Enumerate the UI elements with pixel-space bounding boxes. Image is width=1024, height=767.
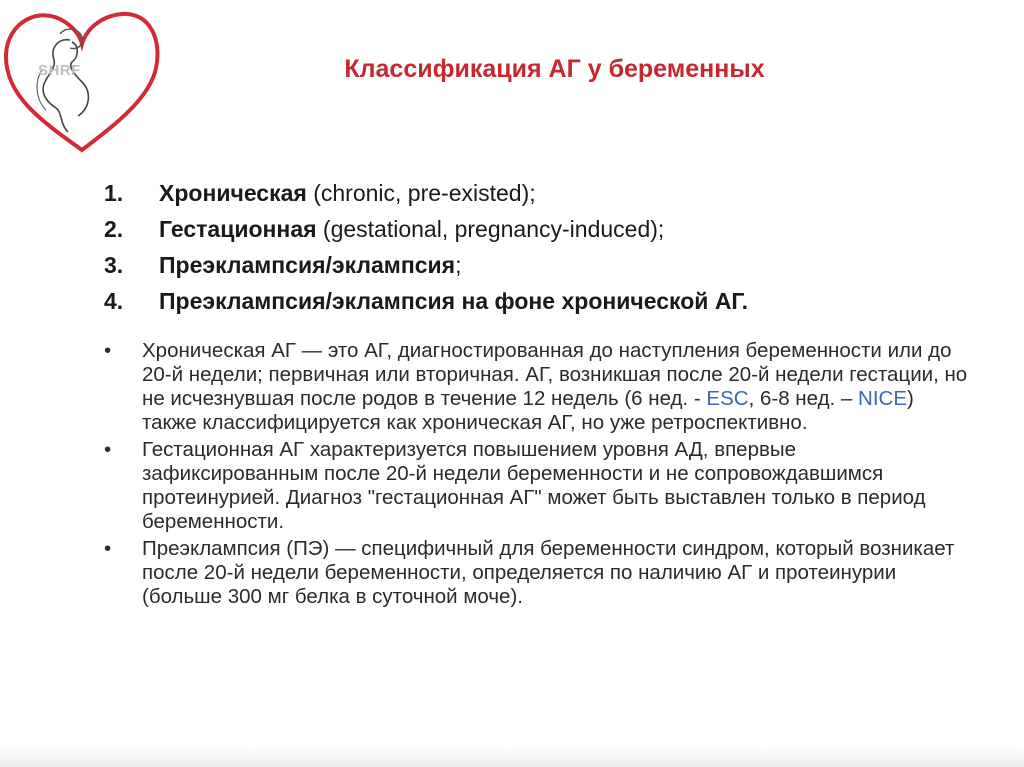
list-term: Гестационная [159, 216, 317, 242]
list-term: Преэклампсия/эклампсия [159, 252, 456, 278]
list-note: (gestational, pregnancy-induced); [316, 216, 665, 242]
bullet-text: Преэклампсия (ПЭ) — специфичный для беременности синдром, который возникает после 20-й недели беременности, определяется по наличию АГ и протеинурии (больше 300 мг белка в суточной моче). [142, 537, 955, 608]
bullet-marker: • [104, 537, 112, 560]
list-term: Хроническая [159, 180, 307, 206]
nice-link[interactable]: NICE [858, 387, 907, 410]
logo-text: SHRF [38, 62, 81, 79]
slide-title: Классификация АГ у беременных [344, 55, 765, 83]
bullet-item-gestational [104, 438, 974, 534]
bullet-text: Гестационная АГ характеризуется повышением уровня АД, впервые зафиксированным после 20-й недели беременности и не сопровождавшимся протеинурией. Диагноз "гестационная АГ" может быть выставлен только в период беременности. [142, 438, 926, 533]
list-number: 2. [104, 216, 124, 242]
list-item [104, 247, 748, 283]
list-term: Преэклампсия/эклампсия на фоне хронической АГ. [159, 288, 748, 314]
list-note: (chronic, pre-existed); [306, 180, 536, 206]
slide-bottom-shadow [0, 745, 1024, 767]
list-item [104, 211, 748, 247]
list-number: 1. [104, 180, 124, 206]
bullet-text: Хроническая АГ — это АГ, диагностированная до наступления беременности или до 20-й недели; первичная или вторичная. АГ, возникшая после 20-й недели гестации, но не исчезнувшая после родов в течение 12 недель (6 нед. - [142, 339, 968, 410]
bullet-item-chronic [104, 339, 974, 435]
list-number: 4. [104, 288, 124, 314]
classification-list [104, 175, 748, 319]
bullet-item-preeclampsia [104, 537, 974, 609]
list-number: 3. [104, 252, 124, 278]
list-item [104, 175, 748, 211]
list-note: ; [455, 252, 462, 278]
esc-link[interactable]: ESC [706, 387, 749, 410]
list-item [104, 283, 748, 319]
bullet-marker: • [104, 339, 112, 362]
bullet-marker: • [104, 438, 112, 461]
bullet-text: , 6-8 нед. – [748, 387, 859, 410]
bullet-text: ) также классифицируется как хроническая АГ, но уже ретроспективно. [142, 387, 914, 434]
definitions-list [104, 339, 974, 612]
